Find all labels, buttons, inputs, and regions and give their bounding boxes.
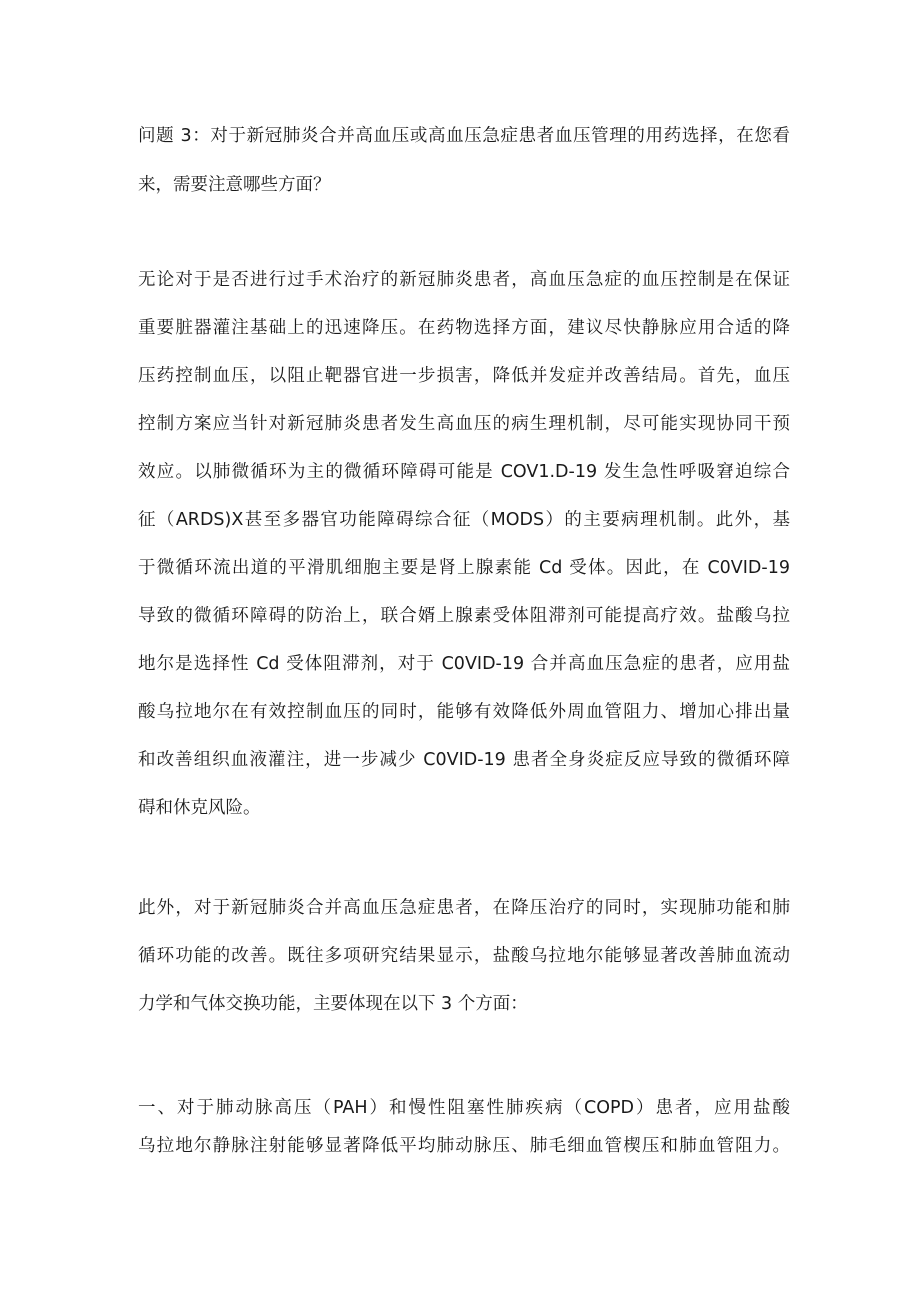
text-line: 和改善组织血液灌注，进一步减少 C0VID-19 患者全身炎症反应导致的微循环障 [138, 750, 790, 770]
answer-paragraph-2 [138, 896, 790, 1016]
text-line: 酸乌拉地尔在有效控制血压的同时，能够有效降低外周血管阻力、增加心排出量 [138, 702, 790, 722]
text-line: 一、对于肺动脉高压（PAH）和慢性阻塞性肺疾病（COPD）患者，应用盐酸 [138, 1098, 790, 1118]
text-line: 此外，对于新冠肺炎合并高血压急症患者，在降压治疗的同时，实现肺功能和肺 [138, 898, 790, 918]
text-line: 来，需要注意哪些方面？ [138, 175, 331, 195]
text-line: 碍和休克风险。 [138, 798, 261, 818]
text-line: 力学和气体交换功能，主要体现在以下 3 个方面： [138, 994, 528, 1014]
question-3 [138, 124, 790, 197]
text-line: 问题 3：对于新冠肺炎合并高血压或高血压急症患者血压管理的用药选择，在您看 [138, 126, 790, 146]
text-line: 效应。以肺微循环为主的微循环障碍可能是 COV1.D-19 发生急性呼吸窘迫综合 [138, 462, 790, 482]
text-line: 导致的微循环障碍的防治上，联合婿上腺素受体阻滞剂可能提高疗效。盐酸乌拉 [138, 606, 790, 626]
text-line: 征（ARDS)X甚至多器官功能障碍综合征（MODS）的主要病理机制。此外，基 [138, 510, 790, 530]
answer-paragraph-1 [138, 268, 790, 820]
text-line: 于微循环流出道的平滑肌细胞主要是肾上腺素能 Cd 受体。因此，在 C0VID-19 [138, 558, 790, 578]
text-line: 控制方案应当针对新冠肺炎患者发生高血压的病生理机制，尽可能实现协同干预 [138, 414, 790, 434]
text-line: 循环功能的改善。既往多项研究结果显示，盐酸乌拉地尔能够显著改善肺血流动 [138, 946, 790, 966]
text-line: 重要脏器灌注基础上的迅速降压。在药物选择方面，建议尽快静脉应用合适的降 [138, 318, 790, 338]
text-line: 压药控制血压，以阻止靶器官进一步损害，降低并发症并改善结局。首先，血压 [138, 366, 790, 386]
answer-paragraph-3 [138, 1096, 790, 1158]
text-line: 乌拉地尔静脉注射能够显著降低平均肺动脉压、肺毛细血管楔压和肺血管阻力。 [138, 1136, 790, 1156]
text-line: 无论对于是否进行过手术治疗的新冠肺炎患者，高血压急症的血压控制是在保证 [138, 270, 790, 290]
text-line: 地尔是选择性 Cd 受体阻滞剂，对于 C0VID-19 合并高血压急症的患者，应用盐 [138, 654, 790, 674]
